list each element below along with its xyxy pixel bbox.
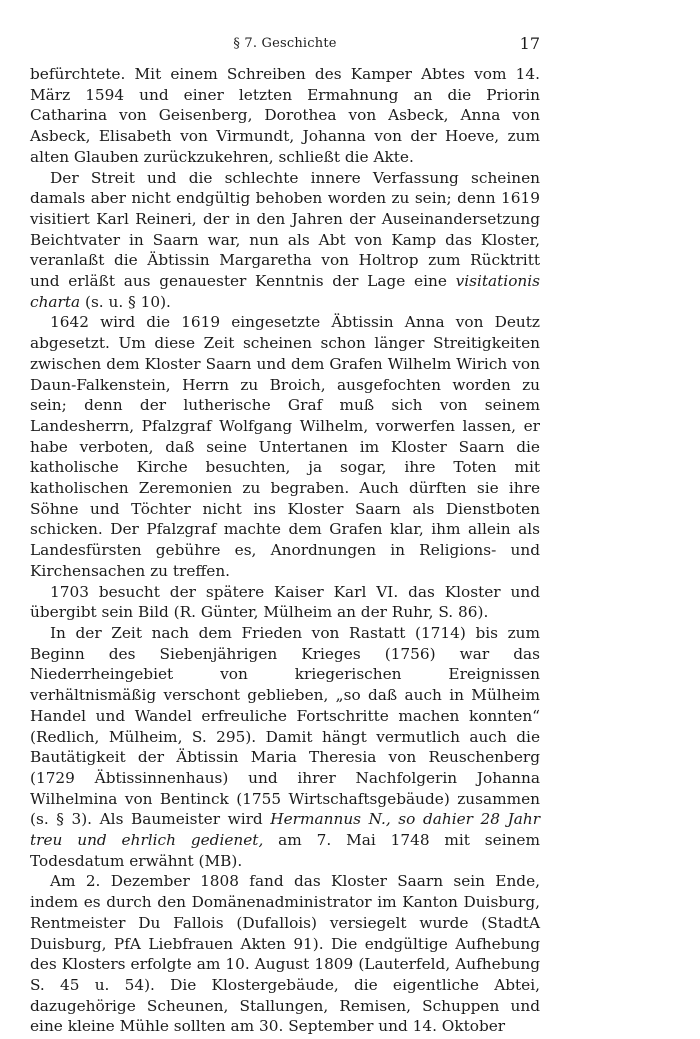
book-page [30,30,540,1037]
page-number: 17 [519,34,540,53]
text-run: befürchtete. Mit einem Schreiben des Kamper Abtes vom 14. März 1594 und einer letzten Ermahnung an die Priorin Catharina von Geisenberg, Dorothea von Asbeck, Anna von Asbeck, Elisabeth von Virmundt, Johanna von der Hoeve, zum alten Glauben zurückzukehren, schließt die Akte. [30,65,540,166]
section-title: § 7. Geschichte [233,36,337,51]
text-run: (s. u. § 10). [80,292,171,311]
running-head [30,30,540,62]
text-run: 1642 wird die 1619 eingesetzte Äbtissin Anna von Deutz abgesetzt. Um diese Zeit scheinen schon länger Streitigkeiten zwischen dem Kloster Saarn und dem Grafen Wilhelm Wirich von Daun-Falkenstein, Herrn zu Broich, ausgefochten worden zu sein; denn der lutherische Graf muß sich von seinem Landesherrn, Pfalzgraf Wolfgang Wilhelm, vorwerfen lassen, er habe verboten, daß seine Untertanen im Kloster Saarn die katholische Kirche besuchten, ja sogar, ihre Toten mit katholischen Zeremonien zu begraben. Auch dürften sie ihre Söhne und Töchter nicht ins Kloster Saarn als Dienstboten schicken. Der Pfalzgraf machte dem Grafen klar, ihm allein als Landesfürsten gebühre es, Anordnungen in Religions- und Kirchensachen zu treffen. [30,313,540,580]
body-text [30,64,540,1037]
italic-text: visitationis charta [30,272,540,311]
paragraph [30,312,540,581]
paragraph [30,168,540,313]
text-run: Der Streit und die schlechte innere Verfassung scheinen damals aber nicht endgültig behoben worden zu sein; denn 1619 visitiert Karl Reineri, der in den Jahren der Auseinandersetzung Beichtvater in Saarn war, nun als Abt von Kamp das Kloster, veranlaßt die Äbtissin Margaretha von Holtrop zum Rücktritt und erläßt aus genauester Kenntnis der Lage eine [30,168,540,291]
text-run: 1703 besucht der spätere Kaiser Karl VI. das Kloster und übergibt sein Bild (R. Günter, Mülheim an der Ruhr, S. 86). [30,582,540,622]
text-run: am 7. Mai 1748 mit seinem Todesdatum erwähnt (MB). [30,831,540,870]
paragraph [30,871,540,1037]
paragraph [30,582,540,623]
paragraph [30,623,540,871]
italic-text: Hermannus N., so dahier 28 Jahr treu und ehrlich gedienet, [30,810,541,850]
text-run: Am 2. Dezember 1808 fand das Kloster Saarn sein Ende, indem es durch den Domänenadministrator im Kanton Duisburg, Rentmeister Du Fallois (Dufallois) versiegelt wurde (StadtA Duisburg, PfA Liebfrauen Akten 91). Die endgültige Aufhebung des Klosters erfolgte am 10. August 1809 (Lauterfeld, Aufhebung S. 45 u. 54). Die Klostergebäude, die eigentliche Abtei, dazugehörige Scheunen, Stallungen, Remisen, Schuppen und eine kleine Mühle sollten am 30. September und 14. Oktober [30,872,540,1036]
text-run: In der Zeit nach dem Frieden von Rastatt (1714) bis zum Beginn des Siebenjährigen Krieges (1756) war das Niederrheingebiet von kriegerischen Ereignissen verhältnismäßig verschont geblieben, „so daß auch in Mülheim Handel und Wandel erfreuliche Fortschritte machen konnten“ (Redlich, Mülheim, S. 295). Damit hängt vermutlich auch die Bautätigkeit der Äbtissin Maria Theresia von Reuschenberg (1729 Äbtissinnenhaus) und ihrer Nachfolgerin Johanna Wilhelmina von Bentinck (1755 Wirtschaftsgebäude) zusammen (s. § 3). Als Baumeister wird [30,623,540,829]
paragraph [30,64,540,168]
